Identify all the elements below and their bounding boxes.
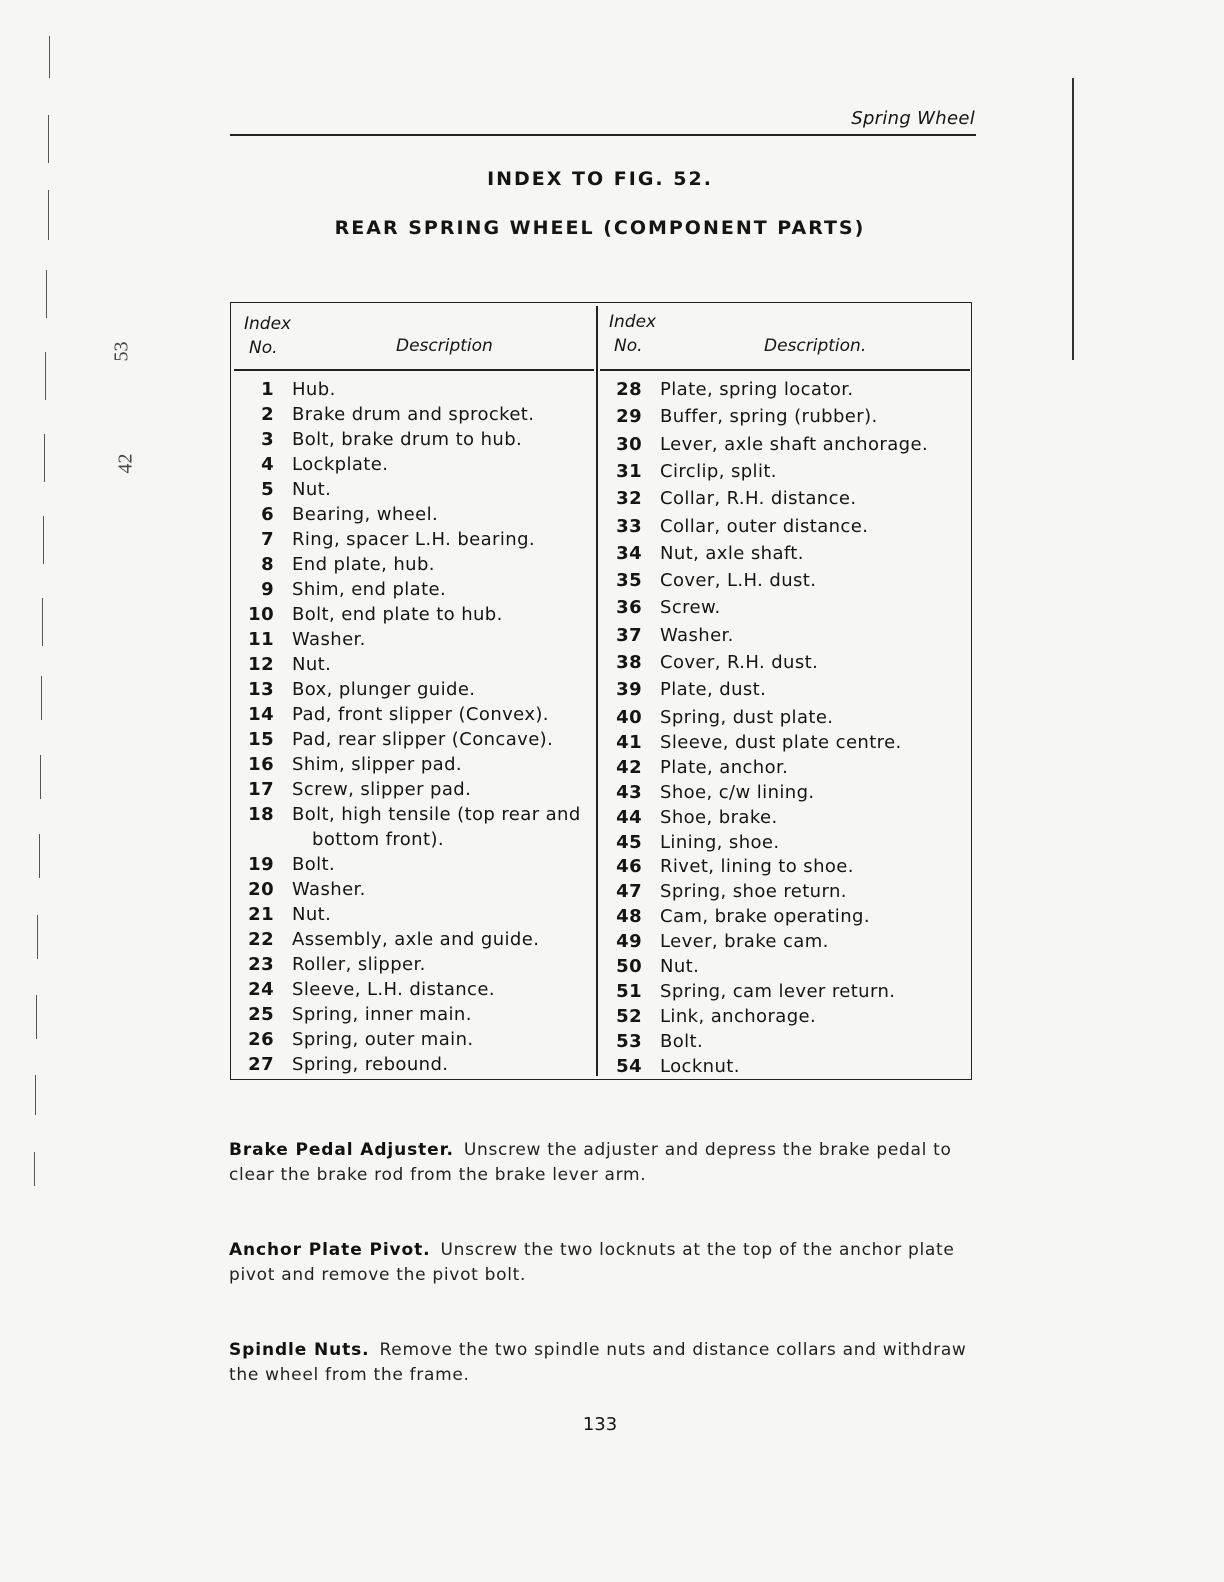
header-no-label: No.: [614, 336, 643, 356]
header-index-label: Index: [609, 312, 657, 332]
margin-number: 53: [110, 341, 133, 362]
part-description: Washer.: [292, 879, 366, 900]
index-number: 30: [616, 433, 642, 455]
index-number: 53: [616, 1031, 642, 1053]
part-description: Nut, axle shaft.: [660, 542, 804, 564]
index-number: 20: [248, 879, 274, 900]
part-description: Rivet, lining to shoe.: [660, 856, 854, 878]
index-number: 5: [261, 479, 274, 500]
table-header-rule: [234, 369, 594, 371]
part-description: Hub.: [292, 379, 336, 400]
index-number: 11: [248, 629, 274, 650]
part-description: Ring, spacer L.H. bearing.: [292, 529, 536, 550]
part-description: Bolt.: [292, 854, 336, 875]
index-number: 7: [261, 529, 274, 550]
index-number: 34: [616, 542, 642, 564]
table-row: [232, 879, 592, 904]
index-number: 16: [248, 754, 274, 775]
part-description: Cover, L.H. dust.: [660, 570, 817, 592]
table-row: [600, 652, 960, 679]
index-number: 31: [616, 460, 642, 482]
table-row: [232, 729, 592, 754]
table-row: [600, 906, 960, 931]
paragraph-heading: Spindle Nuts.: [229, 1340, 370, 1360]
margin-rule: [48, 115, 49, 163]
part-description: Buffer, spring (rubber).: [660, 406, 878, 428]
part-description: Shoe, c/w lining.: [660, 781, 815, 803]
part-description: Nut.: [292, 479, 332, 500]
table-row: [600, 881, 960, 906]
index-number: 23: [248, 954, 274, 975]
index-number: 48: [616, 906, 642, 928]
part-description: Bolt, end plate to hub.: [292, 604, 503, 625]
part-description: Shim, end plate.: [292, 579, 447, 600]
table-row: [232, 379, 592, 404]
index-number: 32: [616, 488, 642, 510]
part-description: Plate, anchor.: [660, 756, 789, 778]
index-number: 45: [616, 831, 642, 853]
index-number: 25: [248, 1004, 274, 1025]
part-description: Lever, axle shaft anchorage.: [660, 433, 929, 455]
table-row: [232, 954, 592, 979]
index-number: 10: [248, 604, 274, 625]
table-row: [232, 629, 592, 654]
left-header-description: Description: [396, 336, 493, 356]
paragraph-brake-pedal-adjuster: [229, 1138, 975, 1188]
header-no-label: No.: [249, 338, 278, 358]
index-number: 43: [616, 781, 642, 803]
page-title: INDEX TO FIG. 52.: [487, 168, 713, 190]
paragraph-text: Unscrew the two locknuts at the top of the anchor plate pivot and remove the pivot bolt.: [229, 1240, 955, 1285]
margin-rule: [45, 352, 46, 400]
part-description: Bolt, brake drum to hub.: [292, 429, 523, 450]
section-label: Spring Wheel: [851, 108, 975, 129]
table-row: [232, 479, 592, 504]
part-description-continued: bottom front).: [312, 829, 444, 850]
table-row: [232, 454, 592, 479]
table-row: [600, 543, 960, 570]
part-description: Washer.: [660, 624, 734, 646]
index-number: 52: [616, 1006, 642, 1028]
part-description: Cover, R.H. dust.: [660, 652, 819, 673]
part-description: Nut.: [660, 956, 700, 978]
index-number: 4: [261, 454, 274, 475]
table-row: [232, 1004, 592, 1029]
part-description: Spring, outer main.: [292, 1029, 474, 1050]
table-row: [600, 461, 960, 488]
margin-rule: [42, 598, 43, 646]
margin-rule: [40, 755, 41, 799]
index-number: 40: [616, 706, 642, 728]
part-description: Lining, shoe.: [660, 831, 780, 853]
table-row: [232, 929, 592, 954]
header-index-label: Index: [244, 314, 292, 334]
table-row: [600, 1006, 960, 1031]
index-number: 38: [616, 652, 642, 673]
table-row: [600, 406, 960, 433]
index-number: 15: [248, 729, 274, 750]
index-number: 51: [616, 981, 642, 1003]
table-row: [600, 956, 960, 981]
index-number: 49: [616, 931, 642, 953]
table-header-rule: [600, 369, 970, 371]
index-number: 9: [261, 579, 274, 600]
part-description: Nut.: [292, 904, 332, 925]
index-number: 19: [248, 854, 274, 875]
table-row: [600, 931, 960, 956]
table-row: [232, 1029, 592, 1054]
right-header-index: [609, 310, 656, 358]
margin-rule: [46, 270, 47, 318]
margin-rule: [35, 1075, 36, 1115]
table-row: [600, 679, 960, 706]
table-row: [600, 832, 960, 857]
table-row: [600, 570, 960, 597]
paragraph-heading: Brake Pedal Adjuster.: [229, 1140, 454, 1160]
part-description: Box, plunger guide.: [292, 679, 476, 700]
index-number: 22: [248, 929, 274, 950]
index-number: 26: [248, 1029, 274, 1050]
table-row: [232, 679, 592, 704]
margin-rule: [44, 434, 45, 482]
index-number: 46: [616, 856, 642, 878]
table-row: [600, 707, 960, 732]
table-row: [600, 488, 960, 515]
index-number: 18: [248, 804, 274, 825]
part-description: Sleeve, L.H. distance.: [292, 979, 495, 1000]
margin-rule: [49, 36, 50, 78]
part-description: End plate, hub.: [292, 554, 435, 575]
part-description: Sleeve, dust plate centre.: [660, 731, 902, 753]
index-number: 21: [248, 904, 274, 925]
part-description: Bolt, high tensile (top rear and: [292, 804, 581, 825]
margin-rule: [36, 995, 37, 1039]
index-number: 47: [616, 881, 642, 903]
margin-rule: [43, 516, 44, 564]
part-description: Spring, dust plate.: [660, 706, 834, 728]
part-description: Pad, front slipper (Convex).: [292, 704, 549, 725]
table-row: [232, 429, 592, 454]
paragraph-text: Remove the two spindle nuts and distance collars and withdraw the wheel from the frame.: [229, 1340, 967, 1385]
index-number: 24: [248, 979, 274, 1000]
table-row: [232, 404, 592, 429]
paragraph-spindle-nuts: [229, 1338, 975, 1388]
index-number: 28: [616, 379, 642, 400]
margin-number: 42: [114, 453, 137, 474]
index-number: 54: [616, 1056, 642, 1078]
part-description: Assembly, axle and guide.: [292, 929, 540, 950]
index-number: 1: [261, 379, 274, 400]
table-row: [232, 979, 592, 1004]
index-number: 2: [261, 404, 274, 425]
table-row: [600, 516, 960, 543]
table-row: [232, 904, 592, 929]
part-description: Washer.: [292, 629, 366, 650]
table-row: [600, 379, 960, 406]
index-number: 27: [248, 1054, 274, 1075]
table-row: [600, 434, 960, 461]
table-row: [232, 754, 592, 779]
index-number: 50: [616, 956, 642, 978]
index-number: 29: [616, 406, 642, 428]
margin-rule: [34, 1152, 35, 1186]
table-row: [600, 1056, 960, 1081]
table-row: [600, 625, 960, 652]
table-row: [600, 757, 960, 782]
index-number: 37: [616, 624, 642, 646]
table-row: [232, 654, 592, 679]
table-row: [600, 807, 960, 832]
paragraph-heading: Anchor Plate Pivot.: [229, 1240, 431, 1260]
table-row: [232, 704, 592, 729]
table-row: [232, 1054, 592, 1079]
table-divider: [596, 306, 598, 1076]
index-number: 13: [248, 679, 274, 700]
part-description: Circlip, split.: [660, 460, 777, 482]
index-number: 6: [261, 504, 274, 525]
header-rule: [230, 134, 976, 136]
index-number: 36: [616, 597, 642, 619]
part-description: Locknut.: [660, 1056, 740, 1078]
index-number: 14: [248, 704, 274, 725]
paragraph-anchor-plate-pivot: [229, 1238, 975, 1288]
page-subtitle: REAR SPRING WHEEL (COMPONENT PARTS): [334, 217, 866, 239]
table-row: [232, 504, 592, 529]
table-row: [232, 854, 592, 879]
index-number: 33: [616, 515, 642, 537]
part-description: Spring, rebound.: [292, 1054, 449, 1075]
part-description: Link, anchorage.: [660, 1006, 817, 1028]
paragraph-text: Unscrew the adjuster and depress the brake pedal to clear the brake rod from the brake lever arm.: [229, 1140, 952, 1185]
part-description: Roller, slipper.: [292, 954, 426, 975]
table-row: [600, 732, 960, 757]
part-description: Lever, brake cam.: [660, 931, 829, 953]
part-description: Shoe, brake.: [660, 806, 778, 828]
part-description: Nut.: [292, 654, 332, 675]
right-header-description: Description.: [764, 336, 867, 356]
index-number: 12: [248, 654, 274, 675]
index-number: 39: [616, 679, 642, 701]
table-row: [600, 1031, 960, 1056]
index-number: 44: [616, 806, 642, 828]
table-row: [232, 579, 592, 604]
left-header-index: [244, 312, 291, 360]
part-description: Bearing, wheel.: [292, 504, 439, 525]
part-description: Brake drum and sprocket.: [292, 404, 535, 425]
margin-rule: [37, 915, 38, 959]
part-description: Plate, dust.: [660, 679, 767, 701]
part-description: Shim, slipper pad.: [292, 754, 463, 775]
table-row: [232, 604, 592, 629]
part-description: Collar, R.H. distance.: [660, 488, 857, 510]
part-description: Pad, rear slipper (Concave).: [292, 729, 554, 750]
table-row: [232, 529, 592, 554]
part-description: Cam, brake operating.: [660, 906, 870, 928]
table-row: [600, 597, 960, 624]
part-description: Screw, slipper pad.: [292, 779, 472, 800]
part-description: Lockplate.: [292, 454, 389, 475]
table-row: [232, 804, 592, 854]
index-number: 3: [261, 429, 274, 450]
part-description: Spring, cam lever return.: [660, 981, 896, 1003]
index-number: 41: [616, 731, 642, 753]
table-row: [232, 779, 592, 804]
table-row: [600, 981, 960, 1006]
part-description: Spring, inner main.: [292, 1004, 472, 1025]
margin-rule: [41, 676, 42, 720]
part-description: Spring, shoe return.: [660, 881, 847, 903]
page-number: 133: [582, 1414, 618, 1435]
part-description: Collar, outer distance.: [660, 515, 869, 537]
index-number: 17: [248, 779, 274, 800]
table-row: [232, 554, 592, 579]
part-description: Bolt.: [660, 1031, 704, 1053]
table-row: [600, 856, 960, 881]
index-number: 42: [616, 756, 642, 778]
part-description: Plate, spring locator.: [660, 379, 854, 400]
index-number: 8: [261, 554, 274, 575]
part-description: Screw.: [660, 597, 721, 619]
table-row: [600, 782, 960, 807]
index-number: 35: [616, 570, 642, 592]
margin-rule: [39, 834, 40, 878]
